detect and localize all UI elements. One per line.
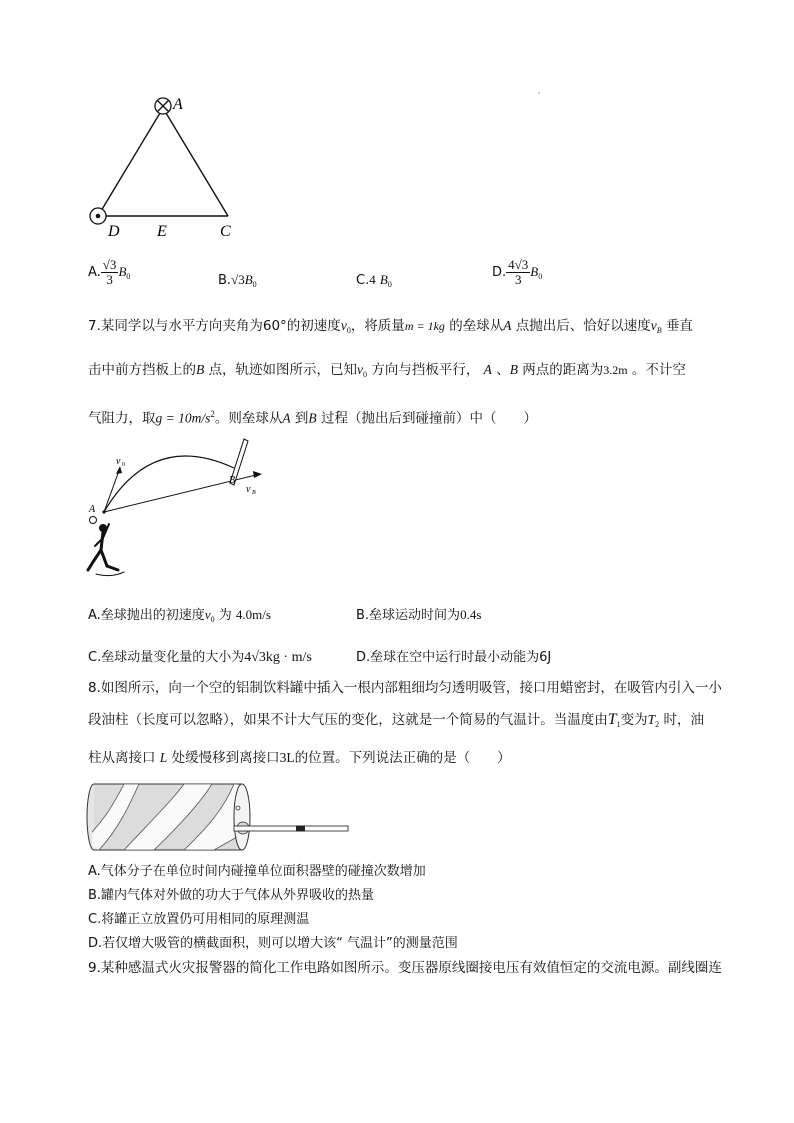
label-a: A — [173, 96, 183, 113]
fig-vb-sub: B — [252, 490, 256, 496]
q8-option-c[interactable]: C.将罐正立放置仍可用相同的原理测温 — [88, 912, 310, 927]
fig-a-label: A — [89, 504, 96, 515]
q8-stem-line3: 柱从离接口 L 处缓慢移到离接口3L的位置。下列说法正确的是（ ） — [88, 750, 511, 766]
can-thermometer-figure — [84, 778, 354, 858]
q8-option-b[interactable]: B.罐内气体对外做的功大于气体从外界吸收的热量 — [88, 888, 375, 903]
q8-option-d[interactable]: D.若仅增大吸管的横截面积，则可以增大该“ 气温计”的测量范围 — [88, 936, 458, 951]
label-d: D — [108, 223, 120, 240]
q7-stem-line2: 击中前方挡板上的B 点，轨迹如图所示，已知$v_0$ 方向与挡板平行， A 、B 两点的距离为3.2m 。不计空 — [88, 362, 686, 379]
fig-vb-label: v — [246, 484, 251, 495]
q7-option-a[interactable]: A.垒球抛出的初速度$v_0$ 为 4.0m/s — [88, 607, 271, 624]
current-out-of-page-icon — [90, 208, 106, 224]
q6-option-a[interactable]: A. $\frac{√3}{3}$ $B_0$ — [88, 257, 131, 287]
fig-v0-sub: 0 — [122, 462, 125, 468]
oil-column — [296, 826, 305, 832]
q6-option-c[interactable]: C.4 $B_0$ — [356, 272, 392, 289]
q6-option-d[interactable]: D. $\frac{4√3}{3}$ $B_0$ — [492, 257, 543, 287]
fig-b-label: B — [229, 475, 236, 486]
q8-option-a[interactable]: A.气体分子在单位时间内碰撞单位面积器壁的碰撞次数增加 — [88, 864, 426, 879]
q9-stem-line1: 9.某种感温式火灾报警器的简化工作电路如图所示。变压器原线圈接电压有效值恒定的交流电源。副线圈连 — [88, 960, 722, 976]
q7-option-b[interactable]: B.垒球运动时间为0.4s — [356, 607, 482, 623]
q7-stem-line3: 气阻力，取$g = 10m/s^2$。则垒球从A 到B 过程（抛出后到碰撞前）中（ ） — [88, 409, 537, 427]
q7-option-c[interactable]: C.垒球动量变化量的大小为4√3kg · m/s — [88, 650, 312, 665]
fig-v0-label: v — [116, 456, 121, 467]
stick-figure-thrower — [88, 517, 124, 576]
q7-option-d[interactable]: D.垒球在空中运行时最小动能为6J — [356, 650, 552, 665]
label-c: C — [220, 223, 231, 240]
q8-stem-line2: 段油柱（长度可以忽略），如果不计大气压的变化，这就是一个简易的气温计。当温度由$T_1$变为$T_2$ 时，油 — [88, 711, 704, 729]
baseball-trajectory-figure — [82, 438, 272, 583]
triangle-figure — [80, 92, 250, 242]
label-e: E — [157, 223, 167, 240]
q6-option-b[interactable]: $B.√3B_0$ — [218, 272, 257, 289]
straw-tube — [234, 826, 348, 832]
q7-stem-line1: 7.某同学以与水平方向夹角为60°的初速度$v_0$，将质量m = 1kg 的垒球从A 点抛出后、恰好以速度$v_B$ 垂直 — [88, 318, 693, 335]
q8-stem-line1: 8.如图所示，向一个空的铝制饮料罐中插入一根内部粗细均匀透明吸管，接口用蜡密封，在吸管内引入一小 — [88, 680, 722, 696]
current-into-page-icon — [155, 98, 171, 114]
